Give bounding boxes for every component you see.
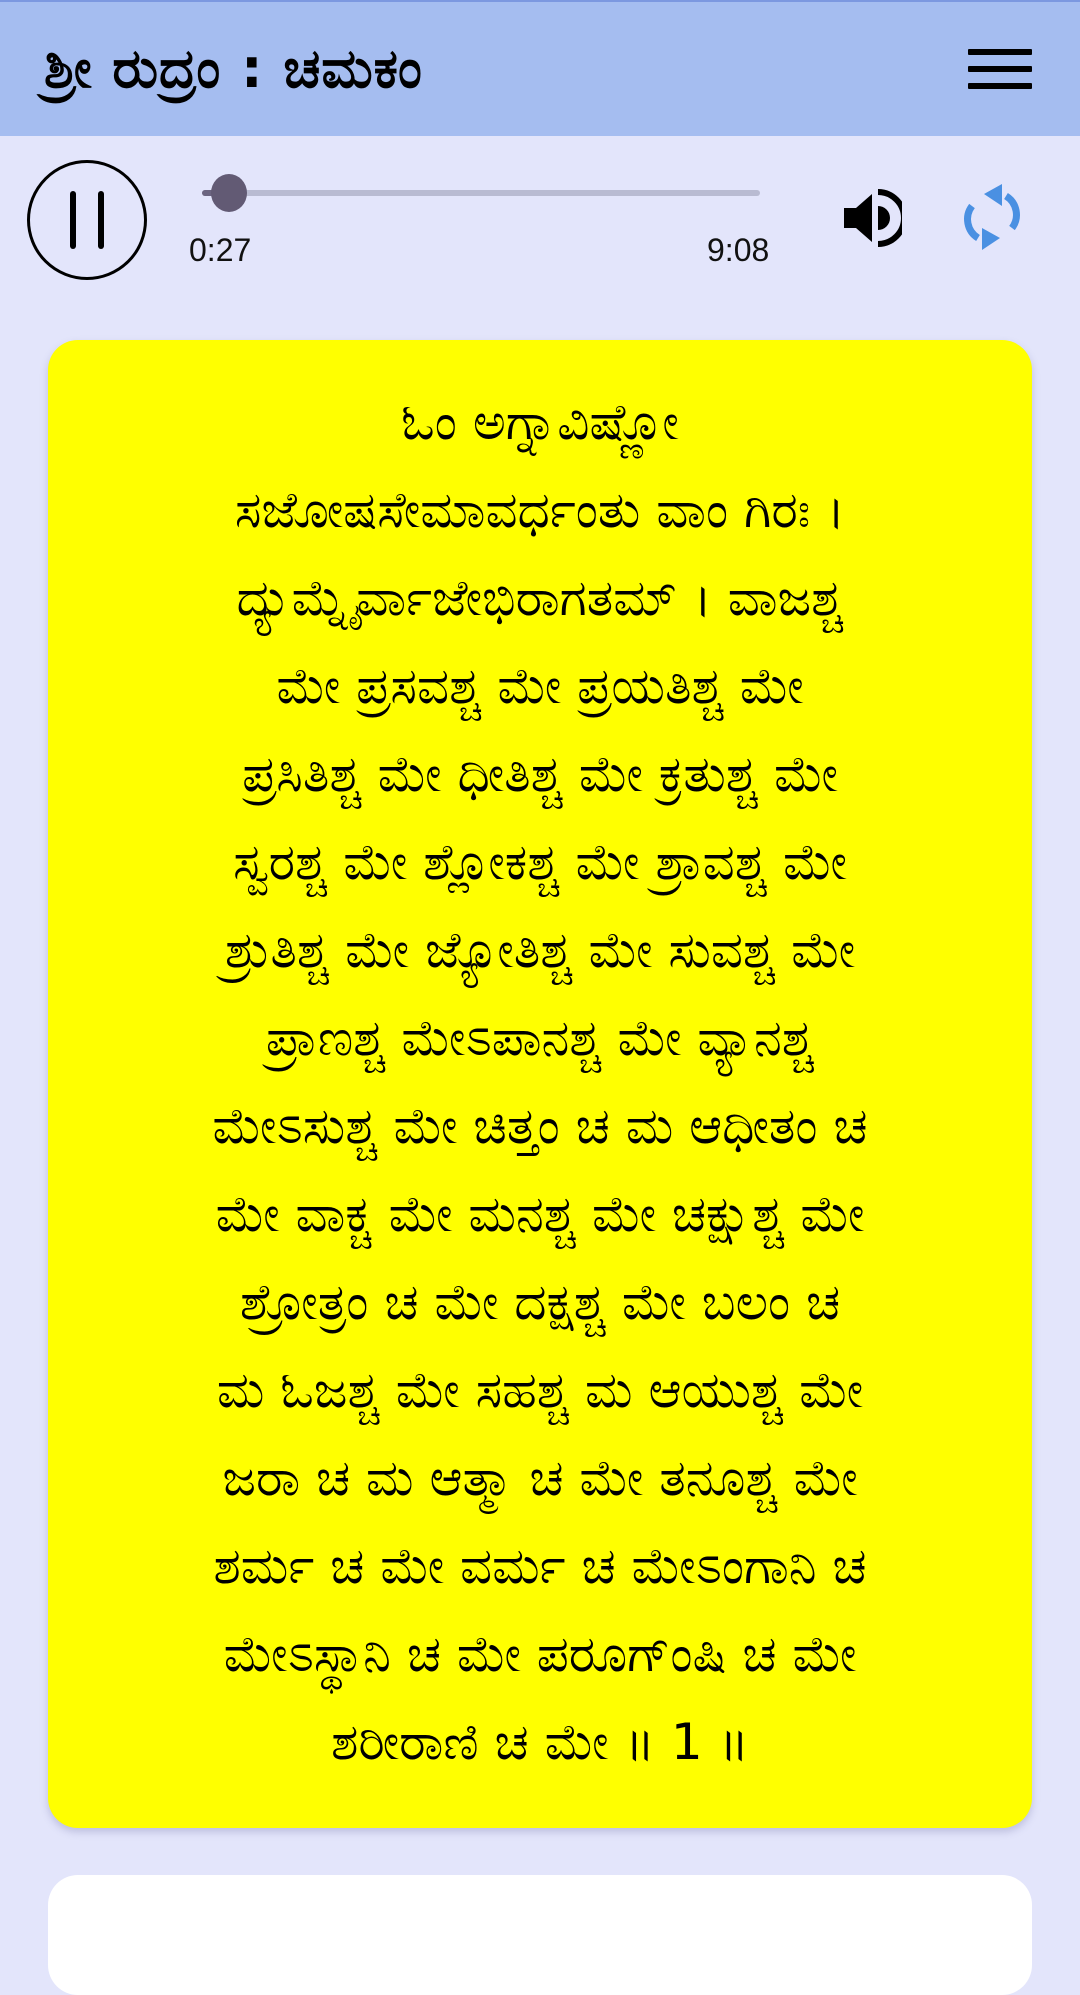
pause-icon	[70, 191, 76, 249]
verse-line: ಪ್ರಾಣಶ್ಚ ಮೇಽಪಾನಶ್ಚ ಮೇ ವ್ಯಾನಶ್ಚ	[265, 1009, 815, 1067]
total-time: 9:08	[707, 232, 770, 268]
verse-line: ಮೇ ವಾಕ್ಚ ಮೇ ಮನಶ್ಚ ಮೇ ಚಕ್ಷುಶ್ಚ ಮೇ	[215, 1185, 865, 1243]
verse-card	[48, 340, 1032, 1828]
verse-line: ಸಜೋಷಸೇಮಾವರ್ಧಂತು ವಾಂ ಗಿರಃ ।	[234, 481, 846, 539]
repeat-button[interactable]	[962, 182, 1022, 252]
verse-line: ಶರ್ಮ ಚ ಮೇ ವರ್ಮ ಚ ಮೇಽಂಗಾನಿ ಚ	[213, 1537, 867, 1595]
verse-line: ಶರೀರಾಣಿ ಚ ಮೇ ॥ 1 ॥	[330, 1713, 750, 1771]
seek-thumb[interactable]	[211, 174, 247, 212]
repeat-icon	[962, 182, 1022, 252]
menu-line	[968, 83, 1032, 89]
seek-slider[interactable]	[202, 190, 760, 196]
pause-icon	[98, 191, 104, 249]
verse-line: ದ್ಯುಮ್ನೈರ್ವಾಜೇಭಿರಾಗತಮ್ । ವಾಜಶ್ಚ	[236, 569, 844, 627]
verse-line: ಮೇಽಸುಶ್ಚ ಮೇ ಚಿತ್ತಂ ಚ ಮ ಆಧೀತಂ ಚ	[212, 1097, 868, 1155]
verse-line: ಓಂ ಅಗ್ನಾವಿಷ್ಣೋ	[401, 393, 679, 451]
audio-player	[0, 156, 1080, 286]
verse-line: ಶ್ರೋತ್ರಂ ಚ ಮೇ ದಕ್ಷಶ್ಚ ಮೇ ಬಲಂ ಚ	[239, 1273, 841, 1331]
volume-button[interactable]	[842, 188, 902, 248]
verse-line: ಪ್ರಸಿತಿಶ್ಚ ಮೇ ಧೀತಿಶ್ಚ ಮೇ ಕ್ರತುಶ್ಚ ಮೇ	[242, 745, 838, 803]
hamburger-menu-icon[interactable]	[968, 49, 1032, 89]
verse-line: ಜರಾ ಚ ಮ ಆತ್ಮಾ ಚ ಮೇ ತನೂಶ್ಚ ಮೇ	[222, 1449, 858, 1507]
menu-line	[968, 49, 1032, 55]
verse-line: ಮ ಓಜಶ್ಚ ಮೇ ಸಹಶ್ಚ ಮ ಆಯುಶ್ಚ ಮೇ	[216, 1361, 864, 1419]
verse-line: ಶ್ರುತಿಶ್ಚ ಮೇ ಜ್ಯೋತಿಶ್ಚ ಮೇ ಸುವಶ್ಚ ಮೇ	[224, 921, 856, 979]
next-verse-card	[48, 1875, 1032, 1995]
verse-line: ಮೇ ಪ್ರಸವಶ್ಚ ಮೇ ಪ್ರಯತಿಶ್ಚ ಮೇ	[276, 657, 804, 715]
volume-icon	[842, 188, 902, 248]
pause-button[interactable]	[27, 160, 147, 280]
verse-line: ಮೇಽಸ್ಥಾನಿ ಚ ಮೇ ಪರೂಗ್ಂಷಿ ಚ ಮೇ	[223, 1625, 857, 1683]
current-time: 0:27	[189, 232, 252, 268]
verse-line: ಸ್ವರಶ್ಚ ಮೇ ಶ್ಲೋಕಶ್ಚ ಮೇ ಶ್ರಾವಶ್ಚ ಮೇ	[233, 833, 847, 891]
page-title: ಶ್ರೀ ರುದ್ರಂ : ಚಮಕಂ	[44, 37, 423, 100]
app-bar	[0, 0, 1080, 136]
menu-line	[968, 66, 1032, 72]
